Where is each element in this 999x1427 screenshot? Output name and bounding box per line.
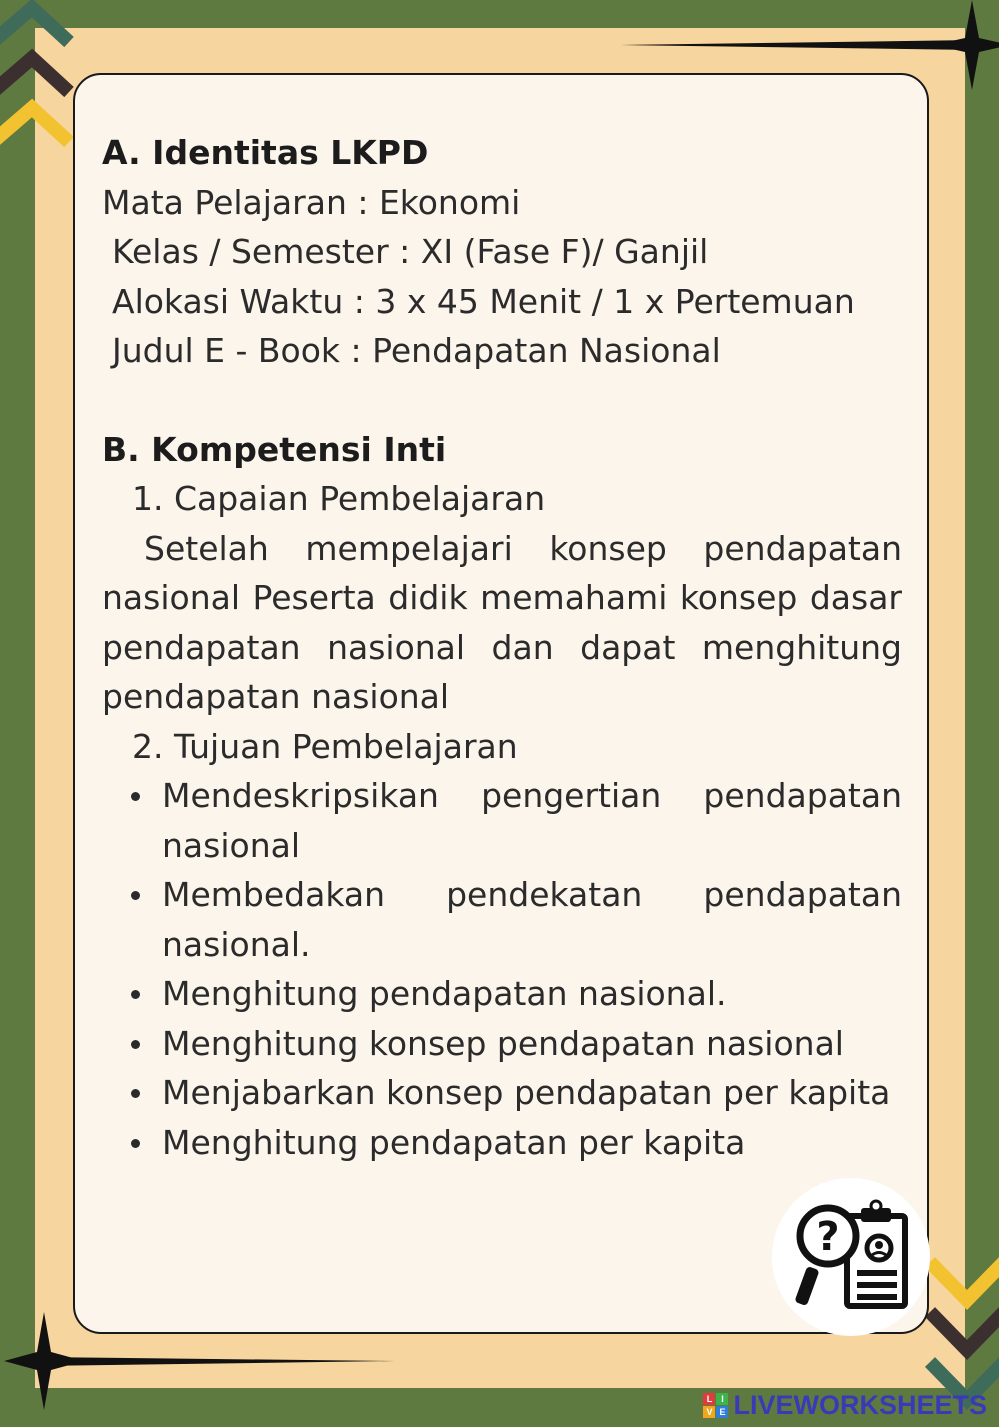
chevron-dark-bottom-right <box>930 1312 999 1350</box>
list-item: Membedakan pendekatan pendapatan nasional. <box>102 870 902 969</box>
question-clipboard-magnifier-icon <box>795 1198 910 1313</box>
identity-ebook-title: Judul E - Book : Pendapatan Nasional <box>112 331 721 370</box>
learning-goals-title: 2. Tujuan Pembelajaran <box>132 726 518 766</box>
lkpd-content <box>102 128 902 1167</box>
chevron-yellow-bottom-right <box>930 1262 999 1300</box>
chevron-dark-top-left <box>0 58 69 92</box>
logo-letter: E <box>716 1406 728 1418</box>
logo-letter: I <box>716 1393 728 1405</box>
logo-letter: L <box>703 1393 715 1405</box>
learning-outcome-body: Setelah mempelajari konsep pendapatan nasional Peserta didik memahami konsep dasar pendapatan nasional dan dapat menghitung pendapatan nasional <box>102 528 902 716</box>
identity-time-allocation: Alokasi Waktu : 3 x 45 Menit / 1 x Pertemuan <box>112 281 855 321</box>
sparkle-star-top-right <box>934 0 999 90</box>
svg-text:?: ? <box>816 1214 840 1260</box>
identity-class-semester: Kelas / Semester : XI (Fase F)/ Ganjil <box>112 232 709 271</box>
section-b-heading: B. Kompetensi Inti <box>102 429 447 469</box>
section-a-heading: A. Identitas LKPD <box>102 133 429 172</box>
sparkle-line-top <box>620 40 975 50</box>
sparkle-star-bottom-left <box>4 1312 84 1410</box>
list-item: Menghitung pendapatan per kapita <box>102 1118 902 1168</box>
list-item: Menghitung konsep pendapatan nasional <box>102 1019 902 1069</box>
chevron-yellow-top-left <box>0 108 69 142</box>
list-item: Menjabarkan konsep pendapatan per kapita <box>102 1068 902 1118</box>
learning-goals-list <box>102 771 902 1167</box>
logo-letter: V <box>703 1406 715 1418</box>
chevron-teal-top-left <box>0 8 69 42</box>
list-item: Mendeskripsikan pengertian pendapatan nasional <box>102 771 902 870</box>
identity-subject: Mata Pelajaran : Ekonomi <box>102 182 521 222</box>
brand-text: LIVEWORKSHEETS <box>733 1390 987 1420</box>
liveworksheets-logo-icon <box>703 1393 729 1419</box>
list-item: Menghitung pendapatan nasional. <box>102 969 902 1019</box>
sparkle-line-bottom <box>35 1357 395 1366</box>
liveworksheets-brand <box>703 1390 987 1421</box>
learning-outcome-title: 1. Capaian Pembelajaran <box>132 479 546 518</box>
